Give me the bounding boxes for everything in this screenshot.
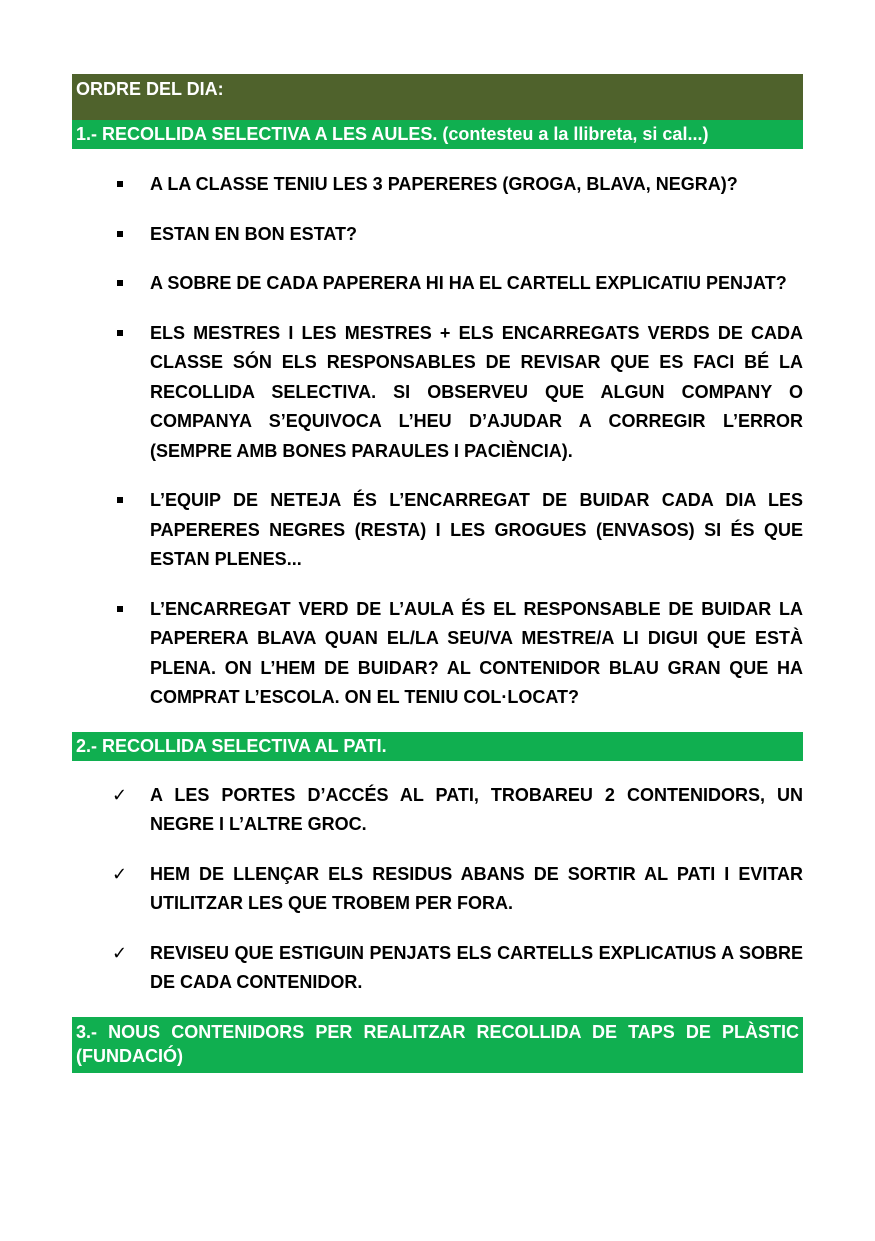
checkmark-icon: ✓: [112, 942, 128, 963]
list-item: [72, 170, 803, 200]
section3-header: [72, 1017, 803, 1073]
section1-title: 1.- RECOLLIDA SELECTIVA A LES AULES. (contesteu a la llibreta, si cal...): [76, 124, 709, 144]
list-item-text: REVISEU QUE ESTIGUIN PENJATS ELS CARTELLS EXPLICATIUS A SOBRE DE CADA CONTENIDOR.: [150, 942, 803, 992]
list-item: [72, 595, 803, 713]
list-item-text: ESTAN EN BON ESTAT?: [150, 223, 357, 244]
square-bullet-icon: [117, 330, 123, 336]
checkmark-icon: ✓: [112, 784, 128, 805]
list-item-text: L’ENCARREGAT VERD DE L’AULA ÉS EL RESPONSABLE DE BUIDAR LA PAPERERA BLAVA QUAN EL/LA SEU/VA MESTRE/A LI DIGUI QUE ESTÀ PLENA. ON L’HEM DE BUIDAR? AL CONTENIDOR BLAU GRAN QUE HA COMPRAT L’ESCOLA. ON EL TENIU COL·LOCAT?: [150, 598, 803, 707]
square-bullet-icon: [117, 280, 123, 286]
list-item-text: A LES PORTES D’ACCÉS AL PATI, TROBAREU 2 CONTENIDORS, UN NEGRE I L’ALTRE GROC.: [150, 784, 803, 834]
list-item: [72, 220, 803, 250]
list-item-text: HEM DE LLENÇAR ELS RESIDUS ABANS DE SORTIR AL PATI I EVITAR UTILITZAR LES QUE TROBEM PER FORA.: [150, 863, 803, 913]
section3-title: 3.- NOUS CONTENIDORS PER REALITZAR RECOLLIDA DE TAPS DE PLÀSTIC (FUNDACIÓ): [76, 1021, 799, 1066]
section1-header: [72, 120, 803, 149]
list-item: [72, 486, 803, 575]
list-item: [72, 781, 803, 840]
section2-header: [72, 732, 803, 761]
list-item-text: L’EQUIP DE NETEJA ÉS L’ENCARREGAT DE BUIDAR CADA DIA LES PAPERERES NEGRES (RESTA) I LES GROGUES (ENVASOS) SI ÉS QUE ESTAN PLENES...: [150, 490, 803, 569]
list-item-text: A SOBRE DE CADA PAPERERA HI HA EL CARTELL EXPLICATIU PENJAT?: [150, 273, 787, 293]
square-bullet-icon: [117, 231, 123, 237]
square-bullet-icon: [117, 606, 123, 612]
section1-list: [72, 149, 803, 713]
section2-list: [72, 761, 803, 998]
document-page: [72, 74, 803, 1073]
checkmark-icon: ✓: [112, 863, 128, 884]
list-item-text: ELS MESTRES I LES MESTRES + ELS ENCARREGATS VERDS DE CADA CLASSE SÓN ELS RESPONSABLES DE REVISAR QUE ES FACI BÉ LA RECOLLIDA SELECTIVA. SI OBSERVEU QUE ALGUN COMPANY O COMPANYA S’EQUIVOCA L’HEU D’AJUDAR A CORREGIR L’ERROR (SEMPRE AMB BONES PARAULES I PACIÈNCIA).: [150, 322, 803, 461]
agenda-title: ORDRE DEL DIA:: [76, 79, 224, 99]
list-item: [72, 319, 803, 467]
list-item: [72, 939, 803, 998]
list-item-text: A LA CLASSE TENIU LES 3 PAPERERES (GROGA, BLAVA, NEGRA)?: [150, 174, 738, 194]
list-item: [72, 860, 803, 919]
square-bullet-icon: [117, 181, 123, 187]
agenda-title-bar: [72, 74, 803, 120]
square-bullet-icon: [117, 497, 123, 503]
list-item: [72, 269, 803, 299]
section2-title: 2.- RECOLLIDA SELECTIVA AL PATI.: [76, 735, 387, 756]
